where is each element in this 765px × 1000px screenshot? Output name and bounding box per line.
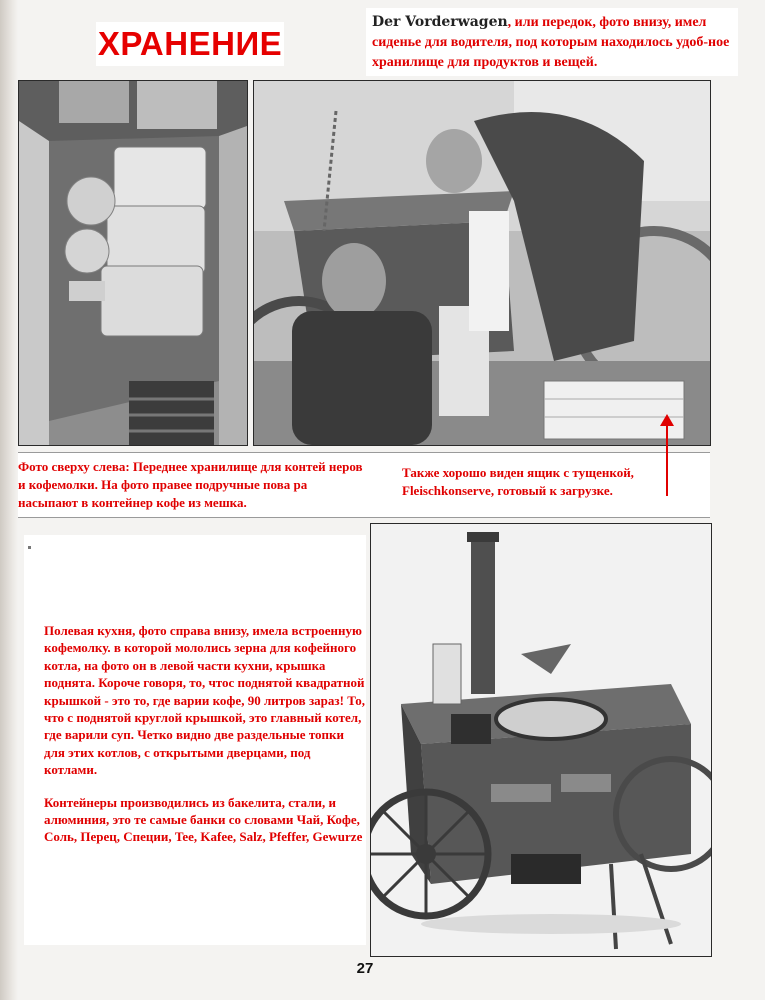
body-paragraph-kitchen: Полевая кухня, фото справа внизу, имела встроенную кофемолку. в которой мололись зерна для кофейного котла, на фото он в левой части кухни, крышка поднята. Короче говоря, то, чтос поднятой квадратной крышкой - это то, где варии кофе, 90 литров зараз! То, что с поднятой круглой крышкой, это главный котел, где варили суп. Четко видно две раздельные топки для этих котлов, с открытыми дверцами, под котлами. xyxy=(44,623,366,778)
body-text xyxy=(44,622,366,861)
field-kitchen-photo xyxy=(370,523,712,957)
intro-text: , или передок, фото внизу, имел сиденье для водителя, под которым находилось удоб-ное хранилище для продуктов и вещей. xyxy=(372,15,730,70)
print-speck xyxy=(28,546,31,549)
page-title: ХРАНЕНИЕ xyxy=(96,22,284,66)
arrow-line xyxy=(666,420,668,496)
page-number: 27 xyxy=(356,960,374,977)
caption-top-right: Также хорошо виден ящик с тущенкой, Fleischkonserve, готовый к загрузке. xyxy=(402,465,634,498)
arrow-up-icon xyxy=(660,414,674,426)
storage-compartment-photo xyxy=(18,80,248,446)
intro-term: Der Vorderwagen xyxy=(372,14,508,30)
page-binding-edge xyxy=(0,0,18,1000)
coffee-loading-photo xyxy=(253,80,711,446)
intro-paragraph xyxy=(366,8,738,76)
caption-top-left: Фото сверху слева: Переднее хранилище для контей неров и кофемолки. На фото правее подручные пова ра насыпают в контейнер кофе из мешка. xyxy=(18,459,363,510)
body-paragraph-containers: Контейнеры производились из бакелита, стали, и алюминия, это те самые банки со словами Чай, Кофе, Соль, Перец, Специи, Tee, Kafee, Salz, Pfeffer, Gewurze xyxy=(44,794,363,845)
